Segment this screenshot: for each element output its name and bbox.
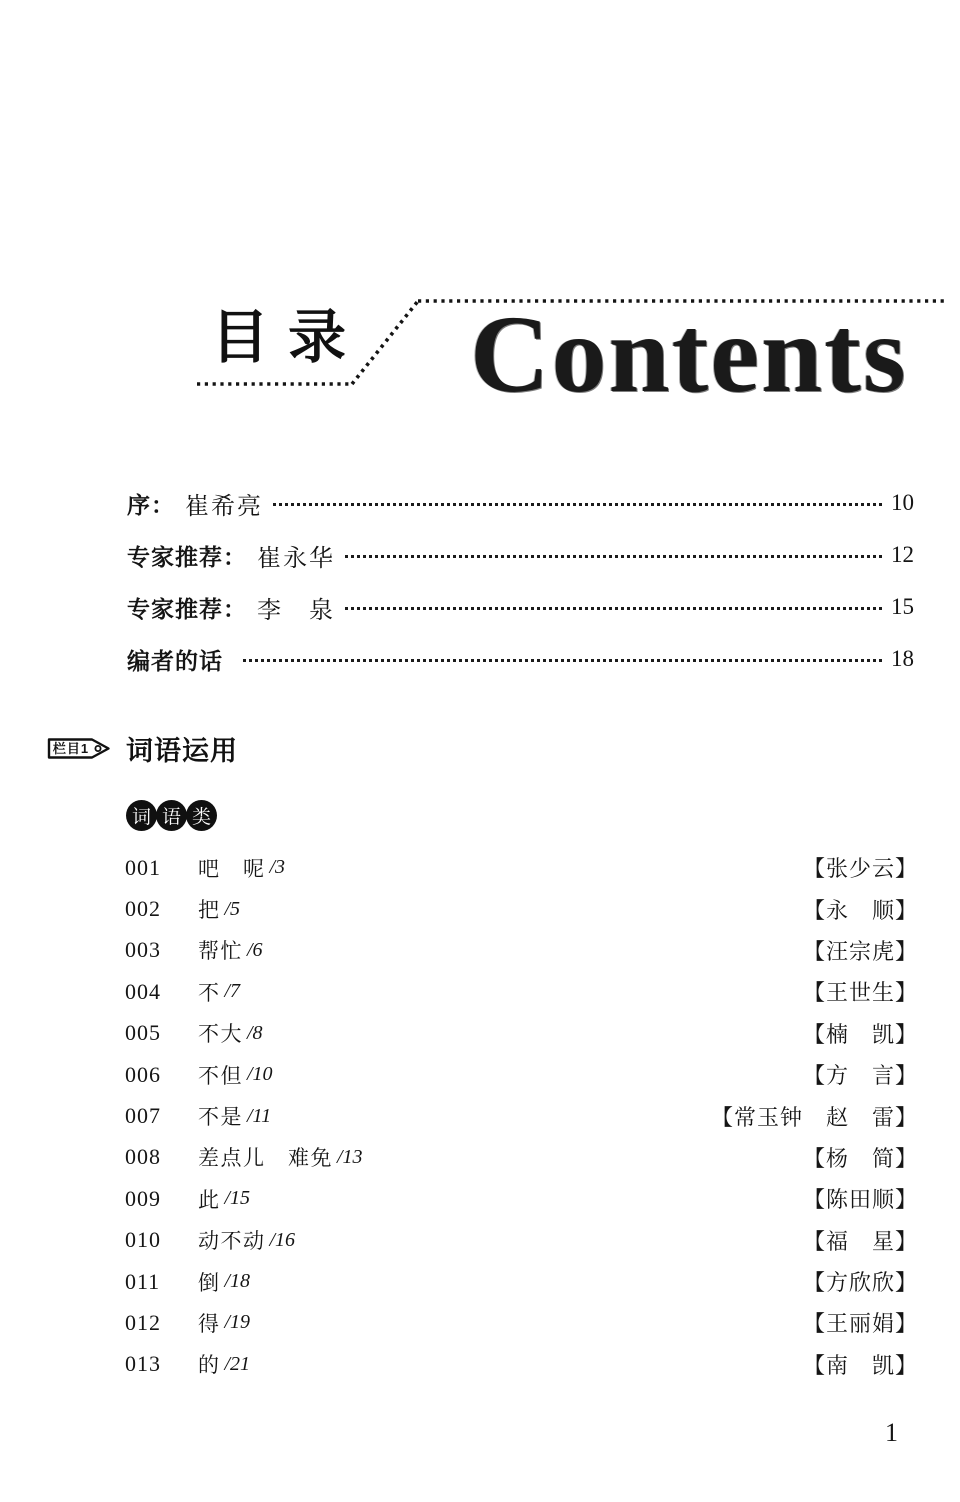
section-head <box>47 729 238 768</box>
entry-term: 倒 <box>198 1270 221 1295</box>
entry-authors: 【方欣欣】 <box>802 1270 918 1296</box>
toc-title-zh: 目录 <box>211 305 366 370</box>
entry-authors: 【张少云】 <box>802 856 918 882</box>
category-badge-char: 词 <box>126 800 157 831</box>
entry-term: 吧 呢 <box>198 856 266 881</box>
entry-authors: 【南 凯】 <box>802 1352 918 1378</box>
entry-number: 007 <box>125 1103 161 1129</box>
entry-page-number: /10 <box>247 1063 273 1086</box>
entry-number: 002 <box>125 896 161 922</box>
entry-number: 008 <box>125 1144 161 1170</box>
entry-term: 不 <box>198 980 221 1005</box>
entry-number: 009 <box>125 1185 161 1211</box>
front-matter-label: 专家推荐： <box>127 543 247 570</box>
front-matter-name: 李 泉 <box>257 597 335 624</box>
entry-number: 010 <box>125 1227 161 1253</box>
entry-row <box>125 1261 918 1302</box>
toc-title-en: Contents <box>470 293 908 415</box>
entry-page-number: /3 <box>269 856 286 879</box>
entry-number: 004 <box>125 978 161 1004</box>
entry-number: 011 <box>125 1268 161 1294</box>
front-matter-row <box>127 633 914 685</box>
entry-number: 012 <box>125 1309 161 1335</box>
entry-row <box>125 1220 918 1261</box>
front-matter-page-number: 12 <box>891 542 914 567</box>
dot-leader <box>243 659 882 662</box>
dot-leader <box>273 503 882 506</box>
entry-authors: 【杨 简】 <box>802 1145 918 1171</box>
front-matter-name: 崔希亮 <box>185 493 263 520</box>
category-badge-char: 语 <box>156 800 187 831</box>
entry-authors: 【方 言】 <box>802 1063 918 1089</box>
entry-term: 的 <box>198 1353 221 1378</box>
entry-number: 006 <box>125 1061 161 1087</box>
front-matter-row <box>127 529 914 581</box>
category-badge <box>126 800 216 831</box>
front-matter-page-number: 18 <box>891 646 914 671</box>
entry-authors: 【永 顺】 <box>802 897 918 923</box>
entry-row <box>125 930 918 971</box>
section-title: 词语运用 <box>126 736 238 766</box>
entry-page-number: /8 <box>247 1021 263 1044</box>
entry-number: 001 <box>125 854 161 880</box>
column-tag-badge <box>47 736 111 761</box>
page-number: 1 <box>885 1418 898 1447</box>
entry-row <box>125 1302 918 1343</box>
entry-term: 得 <box>198 1311 221 1336</box>
entry-page-number: /21 <box>224 1352 251 1375</box>
front-matter-page-number: 15 <box>891 594 914 619</box>
entry-term: 把 <box>198 898 221 923</box>
entry-row <box>125 847 918 888</box>
entry-page-number: /11 <box>247 1104 272 1127</box>
dot-leader <box>345 607 882 610</box>
entry-row <box>125 888 918 929</box>
entry-row <box>125 1013 918 1054</box>
entry-term: 动不动 <box>198 1229 266 1254</box>
entry-number: 005 <box>125 1020 161 1046</box>
front-matter-list <box>127 477 914 685</box>
entry-authors: 【陈田顺】 <box>802 1187 918 1213</box>
column-tag-label: 栏目1 <box>52 741 90 756</box>
front-matter-label: 专家推荐： <box>127 595 247 622</box>
entry-authors: 【汪宗虎】 <box>802 938 918 964</box>
front-matter-name: 崔永华 <box>257 545 335 572</box>
entry-row <box>125 1054 918 1095</box>
entries-list <box>125 847 918 1385</box>
front-matter-page-number: 10 <box>891 490 914 515</box>
entry-authors: 【王世生】 <box>802 980 918 1006</box>
entry-term: 帮忙 <box>198 939 243 964</box>
entry-term: 此 <box>198 1187 221 1212</box>
entry-authors: 【福 星】 <box>802 1228 918 1254</box>
entry-authors: 【王丽娟】 <box>802 1311 918 1337</box>
entry-term: 不但 <box>198 1063 243 1088</box>
entry-number: 003 <box>125 937 161 963</box>
entry-row <box>125 1178 918 1219</box>
entry-page-number: /6 <box>247 938 263 961</box>
entry-row <box>125 1344 918 1385</box>
entry-row <box>125 1095 918 1136</box>
entry-term: 差点儿 难免 <box>198 1146 333 1171</box>
front-matter-row <box>127 477 914 529</box>
entry-row <box>125 1137 918 1178</box>
front-matter-row <box>127 581 914 633</box>
entry-authors: 【楠 凯】 <box>802 1021 918 1047</box>
entry-row <box>125 971 918 1012</box>
entry-authors: 【常玉钟 赵 雷】 <box>710 1104 918 1130</box>
entry-page-number: /15 <box>224 1187 251 1210</box>
entry-number: 013 <box>125 1351 161 1377</box>
category-badge-char: 类 <box>186 800 217 831</box>
front-matter-label: 序： <box>127 491 175 518</box>
entry-page-number: /16 <box>269 1228 296 1251</box>
dot-leader <box>345 555 882 558</box>
entry-page-number: /19 <box>224 1311 251 1334</box>
entry-page-number: /18 <box>224 1270 251 1293</box>
entry-term: 不是 <box>198 1105 243 1130</box>
entry-page-number: /13 <box>337 1145 363 1168</box>
entry-term: 不大 <box>198 1022 243 1047</box>
entry-page-number: /5 <box>224 897 241 920</box>
entry-page-number: /7 <box>224 980 241 1003</box>
front-matter-label: 编者的话 <box>127 647 223 674</box>
